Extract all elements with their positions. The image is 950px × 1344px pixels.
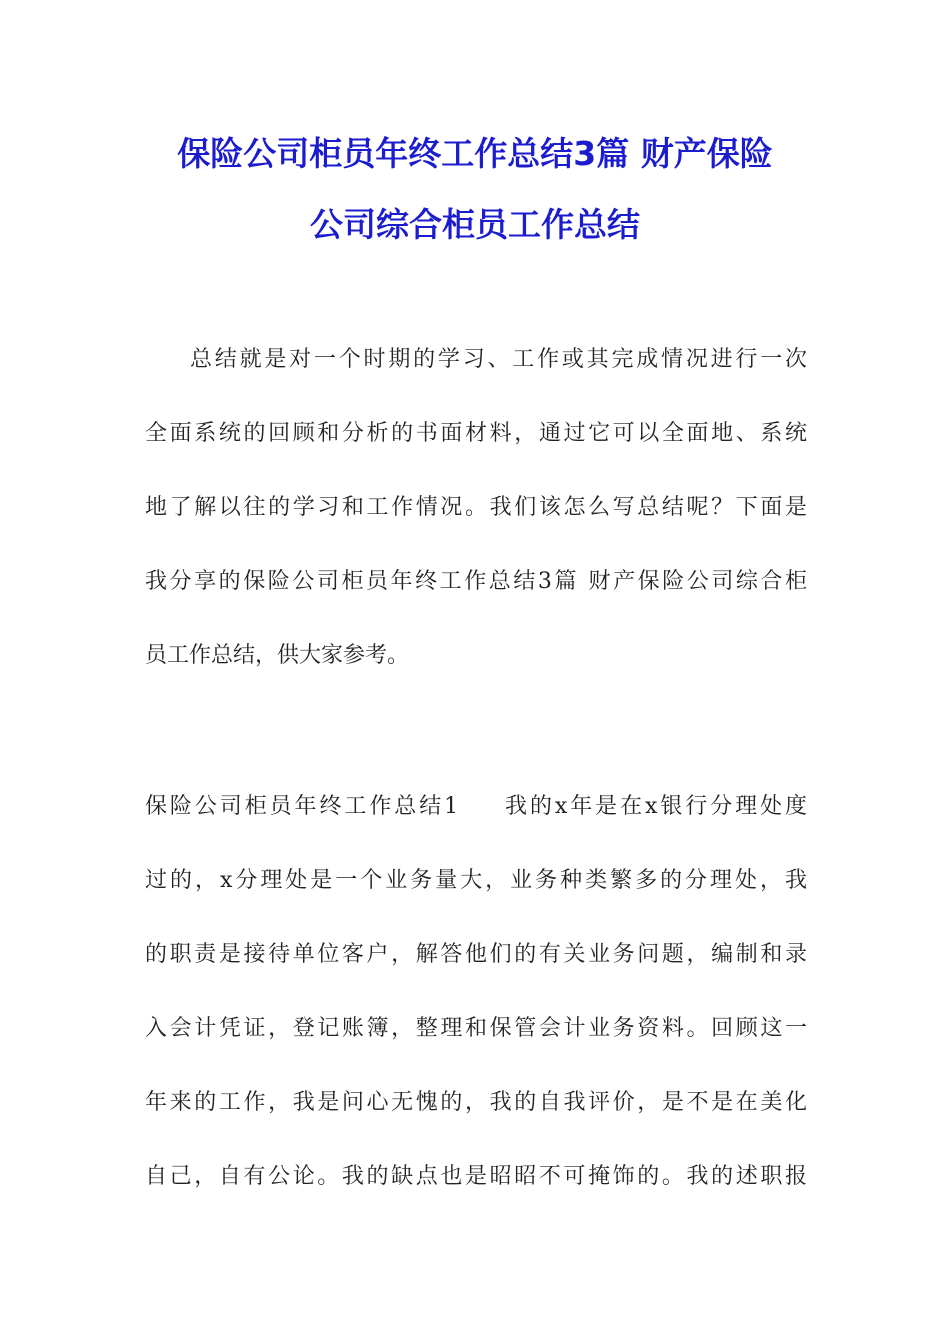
- section-1-line-5: 年来的工作，我是问心无愧的，我的自我评价，是不是在美化: [145, 1090, 807, 1115]
- intro-line-4: 我分享的保险公司柜员年终工作总结3篇 财产保险公司综合柜: [145, 569, 807, 594]
- intro-paragraph: [145, 323, 807, 693]
- section-1-first-line: [145, 770, 807, 844]
- intro-line-5: 员工作总结，供大家参考。: [145, 643, 410, 668]
- section-1-line-4: 入会计凭证，登记账簿，整理和保管会计业务资料。回顾这一: [145, 1016, 807, 1041]
- section-1-line-6: 自己，自有公论。我的缺点也是昭昭不可掩饰的。我的述职报: [145, 1164, 807, 1189]
- intro-line-1: 总结就是对一个时期的学习、工作或其完成情况进行一次: [190, 347, 807, 372]
- document-title-line-2: 公司综合柜员工作总结: [310, 205, 640, 244]
- section-1-heading: 保险公司柜员年终工作总结1: [145, 794, 459, 819]
- intro-line-3: 地了解以往的学习和工作情况。我们该怎么写总结呢？下面是: [145, 495, 807, 520]
- document-title-line-1: 保险公司柜员年终工作总结3篇 财产保险: [177, 134, 773, 173]
- section-1-line-3: 的职责是接待单位客户，解答他们的有关业务问题，编制和录: [145, 942, 807, 967]
- intro-line-2: 全面系统的回顾和分析的书面材料，通过它可以全面地、系统: [145, 421, 807, 446]
- section-1-paragraph: [145, 770, 807, 1214]
- section-1-first-text: 我的x年是在x银行分理处度: [502, 794, 807, 819]
- section-1-line-2: 过的，x分理处是一个业务量大，业务种类繁多的分理处，我: [145, 868, 807, 893]
